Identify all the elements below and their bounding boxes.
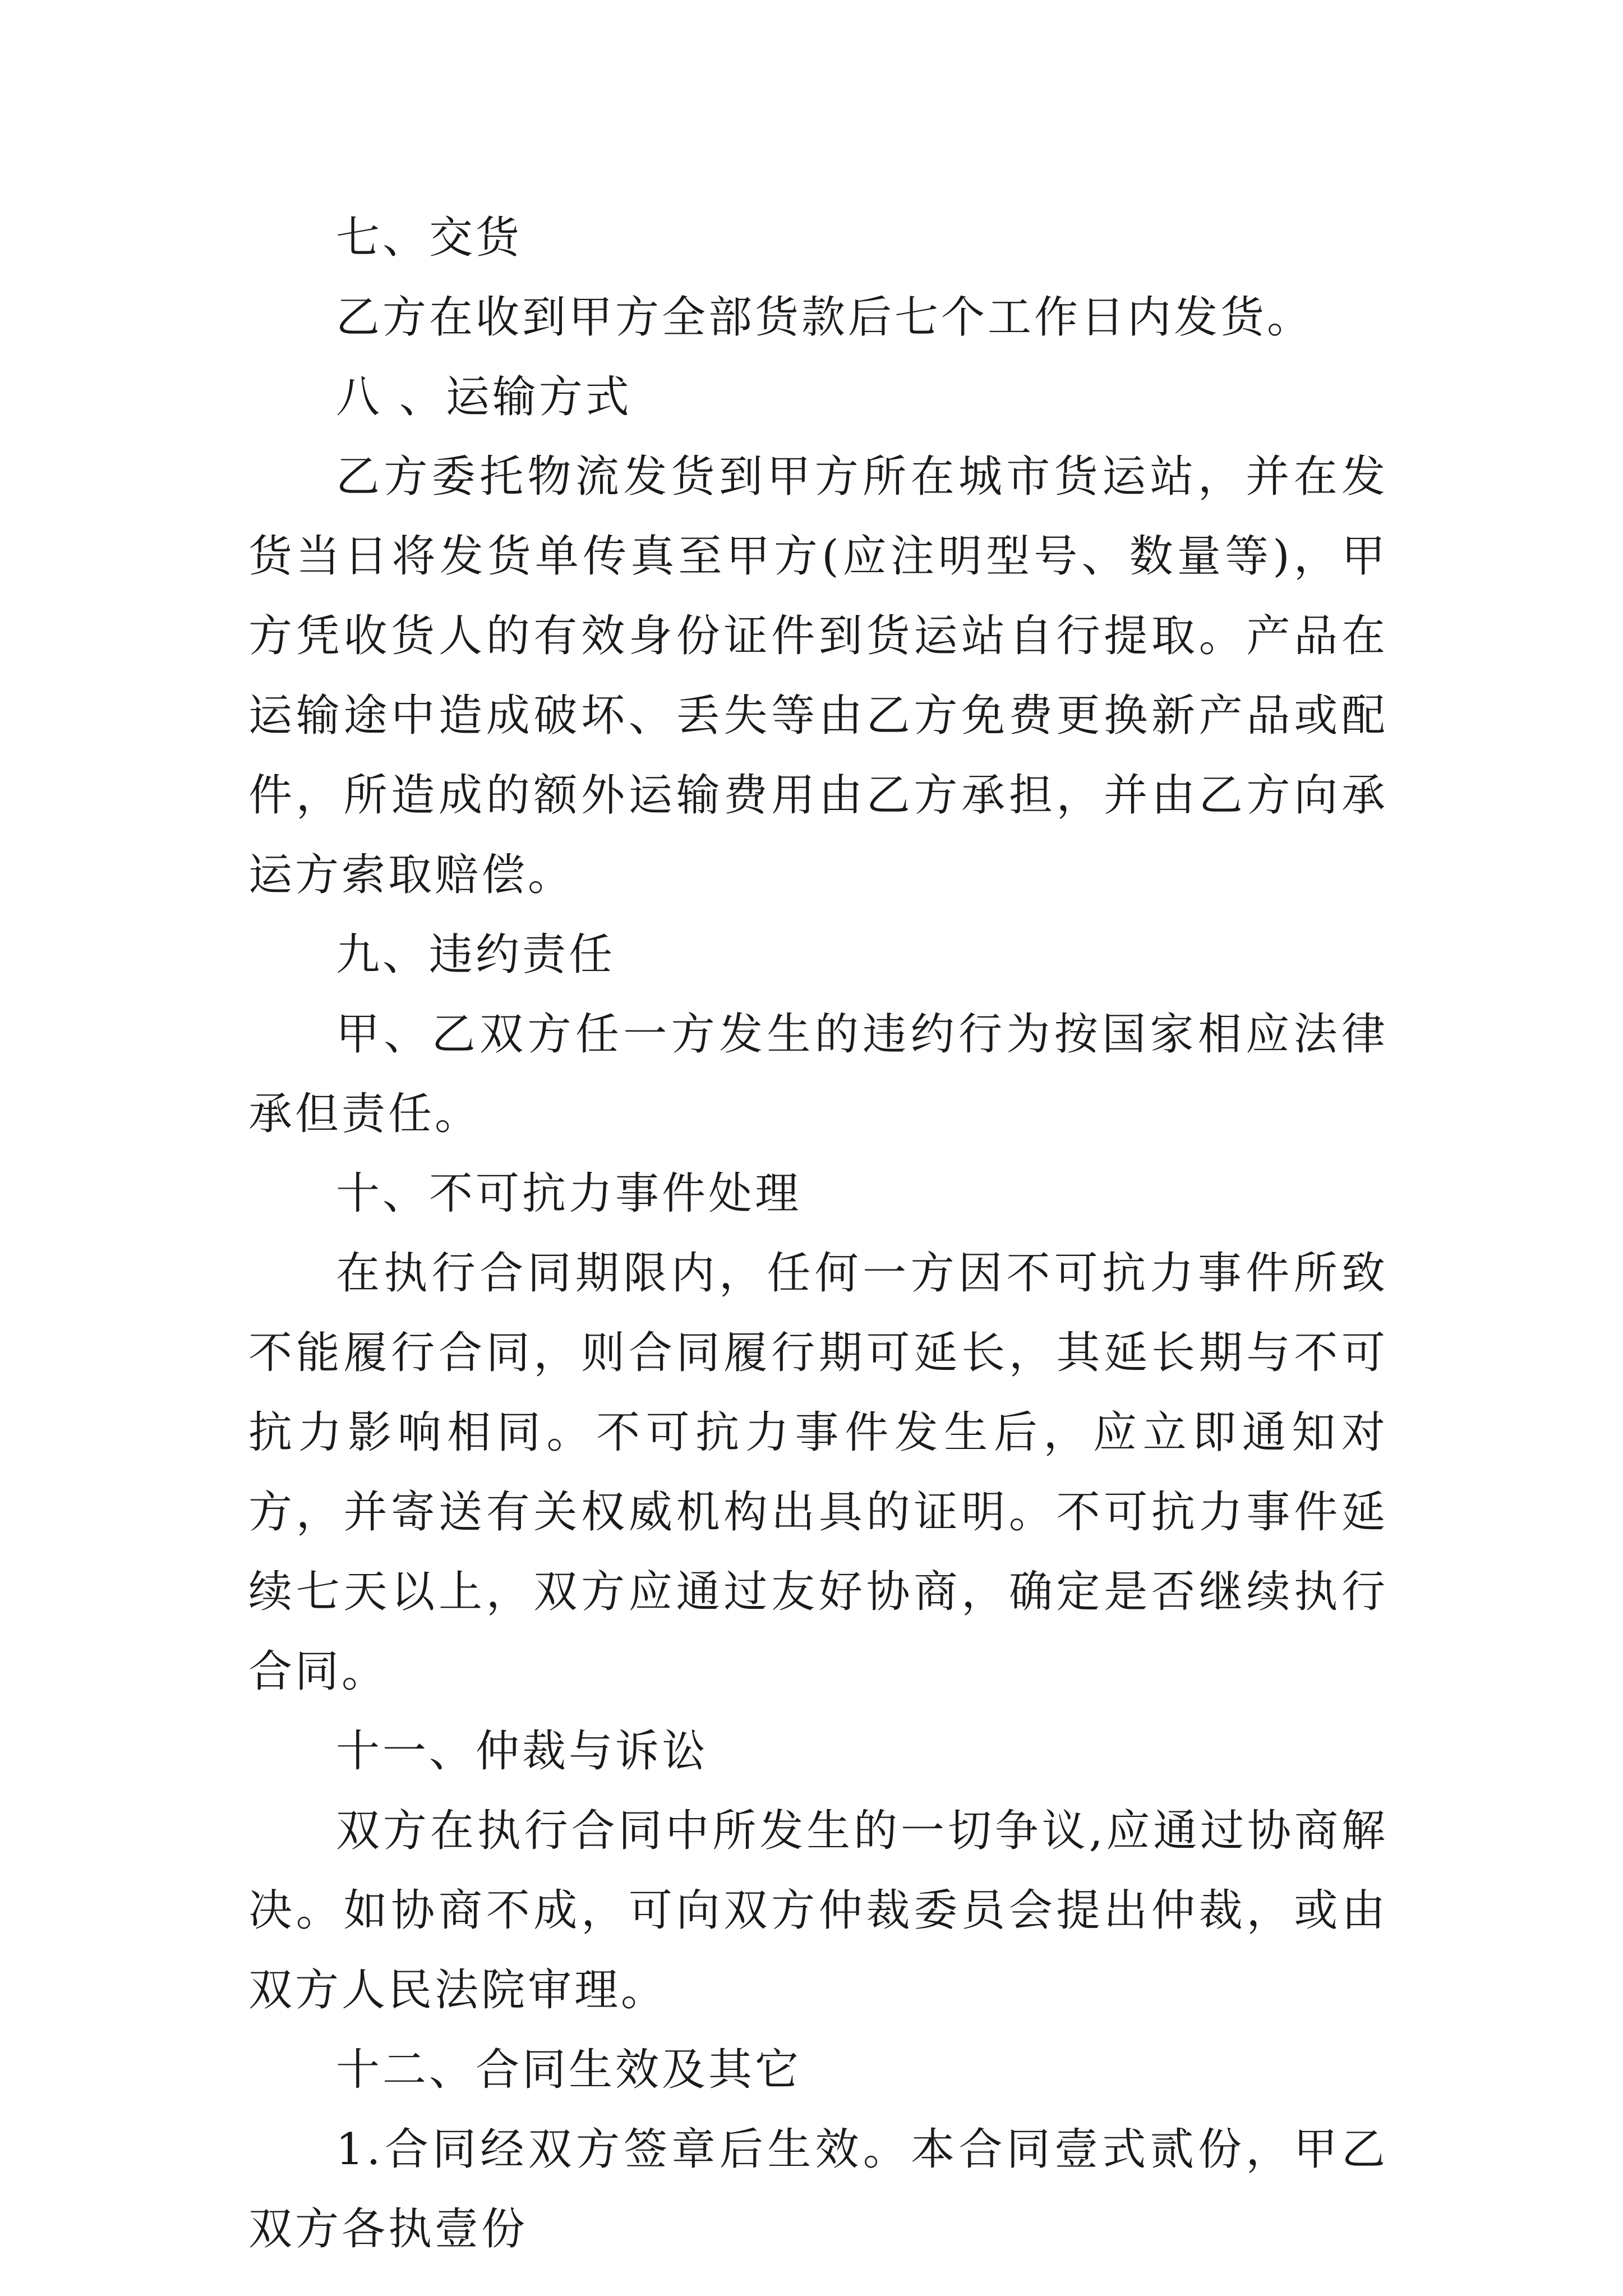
section-paragraph-effectiveness: 1.合同经双方签章后生效。本合同壹式贰份，甲乙双方各执壹份 — [248, 2124, 1388, 2254]
section-paragraph-force-majeure: 在执行合同期限内，任何一方因不可抗力事件所致不能履行合同，则合同履行期可延长，其延长期与不可抗力影响相同。不可抗力事件发生后，应立即通知对方，并寄送有关权威机构出具的证明。不可抗力事件延续七天以上，双方应通过友好协商，确定是否继续执行合同。 — [248, 1248, 1388, 1697]
section-paragraph-liability: 甲、乙双方任一方发生的违约行为按国家相应法律承但责任。 — [248, 1009, 1388, 1139]
section-heading-transport: 八 、运输方式 — [336, 372, 632, 422]
section-heading-effectiveness: 十二、合同生效及其它 — [336, 2045, 802, 2095]
section-heading-arbitration: 十一、仲裁与诉讼 — [336, 1726, 709, 1777]
section-heading-delivery: 七、交货 — [336, 213, 523, 263]
section-heading-liability: 九、违约责任 — [336, 930, 616, 980]
section-paragraph-arbitration: 双方在执行合同中所发生的一切争议,应通过协商解决。如协商不成，可向双方仲裁委员会提出仲裁，或由双方人民法院审理。 — [248, 1806, 1388, 2016]
document-body — [248, 198, 1388, 2269]
section-paragraph-transport: 乙方委托物流发货到甲方所在城市货运站，并在发货当日将发货单传真至甲方(应注明型号、数量等)，甲方凭收货人的有效身份证件到货运站自行提取。产品在运输途中造成破坏、丢失等由乙方免费更换新产品或配件，所造成的额外运输费用由乙方承担，并由乙方向承运方索取赔偿。 — [248, 452, 1388, 900]
section-heading-force-majeure: 十、不可抗力事件处理 — [336, 1168, 802, 1219]
section-paragraph-delivery: 乙方在收到甲方全部货款后七个工作日内发货。 — [336, 292, 1314, 343]
